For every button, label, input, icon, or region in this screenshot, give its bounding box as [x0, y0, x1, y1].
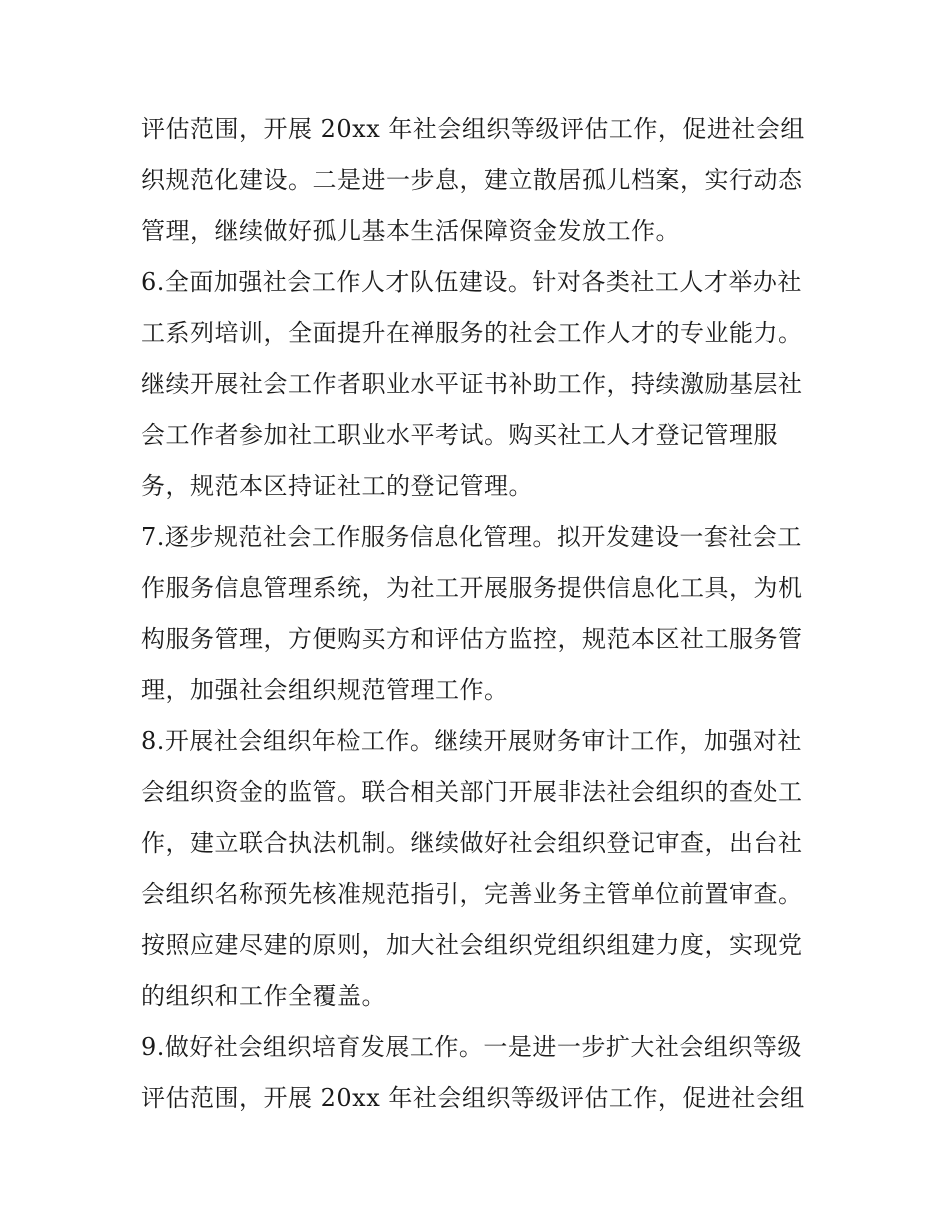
text-line: 理，加强社会组织规范管理工作。: [141, 676, 509, 704]
body-text: [141, 104, 821, 1124]
text-line: 务，规范本区持证社工的登记管理。: [141, 472, 533, 500]
text-line: 织规范化建设。二是进一步息，建立散居孤儿档案，实行动态: [141, 166, 803, 194]
text-line: 的组织和工作全覆盖。: [141, 982, 386, 1010]
text-line: 会工作者参加社工职业水平考试。购买社工人才登记管理服: [141, 421, 778, 449]
text-line: 8.开展社会组织年检工作。继续开展财务审计工作，加强对社: [141, 727, 802, 755]
text-line: 会组织资金的监管。联合相关部门开展非法社会组织的查处工: [141, 778, 803, 806]
text-line: 9.做好社会组织培育发展工作。一是进一步扩大社会组织等级: [141, 1033, 802, 1061]
text-line: 6.全面加强社会工作人才队伍建设。针对各类社工人才举办社: [141, 268, 802, 296]
text-line: 工系列培训，全面提升在禅服务的社会工作人才的专业能力。: [141, 319, 803, 347]
text-line: 作，建立联合执法机制。继续做好社会组织登记审查，出台社: [141, 829, 803, 857]
text-line: 7.逐步规范社会工作服务信息化管理。拟开发建设一套社会工: [141, 523, 802, 551]
text-line: 管理，继续做好孤儿基本生活保障资金发放工作。: [141, 217, 680, 245]
text-line: 作服务信息管理系统，为社工开展服务提供信息化工具，为机: [141, 574, 803, 602]
text-line: 构服务管理，方便购买方和评估方监控，规范本区社工服务管: [141, 625, 803, 653]
text-line: 评估范围，开展 20xx 年社会组织等级评估工作，促进社会组: [141, 115, 805, 143]
text-line: 评估范围，开展 20xx 年社会组织等级评估工作，促进社会组: [141, 1084, 805, 1112]
text-line: 按照应建尽建的原则，加大社会组织党组织组建力度，实现党: [141, 931, 803, 959]
text-line: 会组织名称预先核准规范指引，完善业务主管单位前置审查。: [141, 880, 803, 908]
text-line: 继续开展社会工作者职业水平证书补助工作，持续激励基层社: [141, 370, 803, 398]
